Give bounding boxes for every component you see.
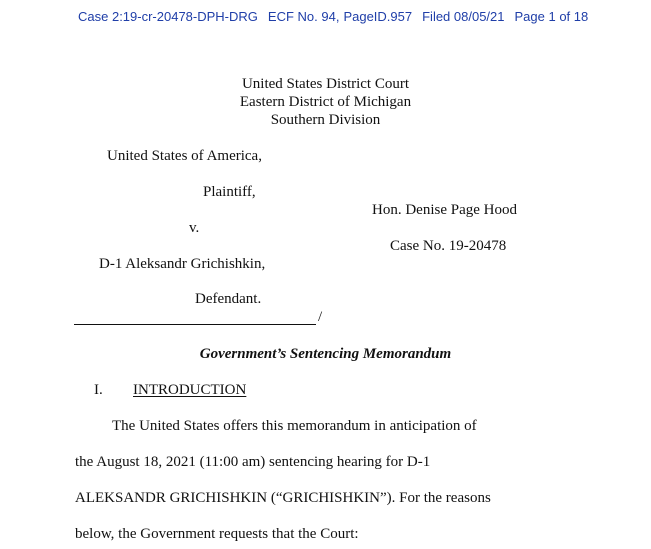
defendant-role: Defendant. bbox=[195, 291, 262, 307]
caption-rule bbox=[74, 324, 316, 325]
section-number: I. bbox=[94, 382, 103, 398]
ecf-header bbox=[78, 10, 588, 23]
ecf-filed-date: Filed 08/05/21 bbox=[422, 9, 505, 24]
paragraph-line: the August 18, 2021 (11:00 am) sentencing hearing for D-1 bbox=[75, 454, 431, 470]
court-division: Southern Division bbox=[270, 112, 381, 128]
caption-slash: / bbox=[318, 309, 323, 325]
paragraph-line: The United States offers this memorandum in anticipation of bbox=[112, 418, 477, 434]
ecf-case-number: Case 2:19-cr-20478-DPH-DRG bbox=[78, 9, 258, 24]
versus-label: v. bbox=[189, 220, 200, 236]
ecf-number: ECF No. 94, bbox=[267, 9, 340, 24]
plaintiff-role: Plaintiff, bbox=[203, 184, 256, 200]
section-title: INTRODUCTION bbox=[133, 382, 247, 398]
court-district: Eastern District of Michigan bbox=[239, 94, 412, 110]
court-name: United States District Court bbox=[241, 76, 410, 92]
document-title: Government’s Sentencing Memorandum bbox=[199, 346, 452, 362]
defendant-name: D-1 Aleksandr Grichishkin, bbox=[99, 256, 266, 272]
paragraph-line: ALEKSANDR GRICHISHKIN (“GRICHISHKIN”). For the reasons bbox=[75, 490, 491, 506]
paragraph-line: below, the Government requests that the Court: bbox=[75, 526, 359, 542]
plaintiff-name: United States of America, bbox=[107, 148, 262, 164]
ecf-pageid: PageID.957 bbox=[343, 9, 413, 24]
ecf-page-count: Page 1 of 18 bbox=[514, 9, 589, 24]
case-number: Case No. 19-20478 bbox=[390, 238, 507, 254]
judge-name: Hon. Denise Page Hood bbox=[372, 202, 517, 218]
